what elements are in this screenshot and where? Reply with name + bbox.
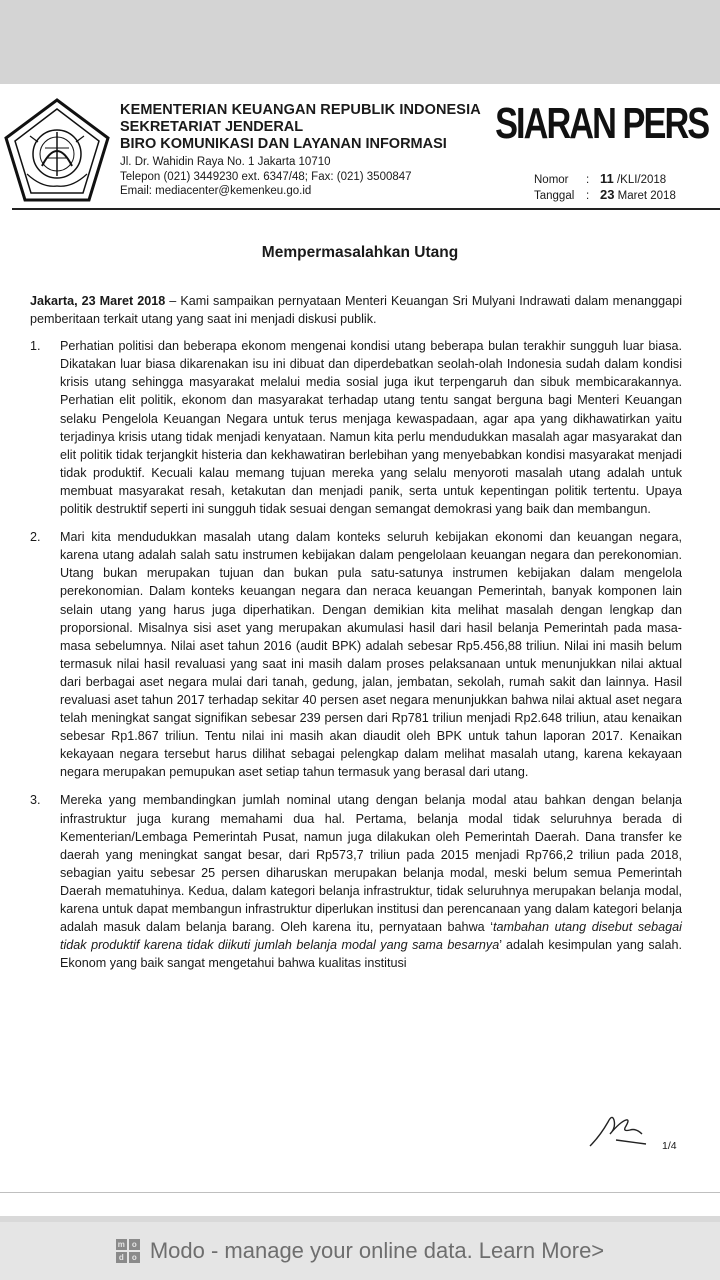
list-item: [30, 791, 682, 972]
logo-letter: m: [117, 1240, 125, 1249]
item-text-after: ’ adalah kesimpulan yang salah. Ekonom yang baik sangat mengetahui bahwa kualitas institusi: [60, 938, 682, 971]
tanggal-colon: :: [586, 189, 590, 202]
signature-icon: [586, 1110, 652, 1150]
logo-letter: o: [129, 1252, 140, 1263]
item-text: Perhatian politisi dan beberapa ekonom mengenai kondisi utang beberapa bulan terakhir sungguh luar biasa. Dikatakan luar biasa dikarenakan isu ini dibuat dan diperdebatkan seolah-olah Indonesia sudah dalam kondisi krisis utang sehingga masyarakat melalui media sosial juga ikut terpengaruh dan sibuk membicarakannya. Perhatian elit politik, ekonom dan masyarakat terhadap utang tentu sangat berguna bagi Menteri Keuangan selaku Pengelola Keuangan Negara untuk terus menjaga kewaspadaan, agar apa yang dikhawatirkan yaitu terjadinya krisis utang tidak menjadi kenyataan. Namun kita perlu mendudukkan masalah agar masyarakat dan elit politik tidak terjangkit histeria dan kekhawatiran berlebihan yang menyebabkan kondisi masyarakat menjadi tidak produktif. Kecuali kalau memang tujuan mereka yang selalu menyoroti masalah utang adalah untuk membuat masyarakat resah, ketakutan dan menjadi panik, serta untuk kepentingan politik tertentu. Upaya politik destruktif seperti ini sungguh tidak sesuai dengan semangat demokrasi yang baik dan membangun.: [60, 339, 682, 517]
nomor-handwritten: 11: [600, 171, 614, 186]
tanggal-row: [534, 188, 676, 204]
item-number: 1.: [30, 339, 41, 354]
header-divider: [12, 208, 720, 210]
email-address: Email: mediacenter@kemenkeu.go.id: [120, 185, 312, 197]
ministry-emblem-icon: [2, 96, 112, 208]
tanggal-handwritten: 23: [600, 186, 615, 202]
address-block: [120, 155, 520, 199]
tanggal-suffix: Maret 2018: [617, 189, 676, 202]
letterhead: [120, 102, 520, 199]
item-text-quote: tambahan utang disebut sebagai tidak produktif karena tidak diikuti jumlah belanja modal yang sama besarnya: [60, 920, 682, 953]
item-text-before: Mereka yang membandingkan jumlah nominal utang dengan belanja modal atau bahkan dengan belanja infrastruktur juga kurang memahami dua hal. Pertama, belanja modal tidak seluruhnya berada di Kementerian/Lembaga Pemerintah Pusat, namun juga dilakukan oleh Pemerintah Daerah. Dana transfer ke daerah yang meningkat sangat besar, dari Rp573,7 triliun pada 2015 menjadi Rp766,2 triliun pada 2018, sebagian yaitu sebesar 25 persen diharuskan merupakan belanja modal, meski belum semua Pemerintah Daerah mematuhinya. Kedua, dalam kategori belanja infrastruktur, tidak seluruhnya merupakan belanja modal, karena untuk dapat membangun infrastruktur diperlukan institusi dan perencanaan yang dalam kategori belanja adalah masuk dalam belanja barang. Oleh karena itu, pernyataan bahwa ‘: [60, 793, 682, 935]
document-meta: [534, 172, 676, 203]
list-item: [30, 528, 682, 781]
ad-banner[interactable]: [0, 1222, 720, 1280]
ad-link-text[interactable]: Modo - manage your online data. Learn More>: [149, 1238, 605, 1263]
intro-paragraph: [30, 292, 682, 328]
item-number: 2.: [30, 530, 41, 545]
modo-logo-icon: [116, 1239, 140, 1263]
item-text: [60, 791, 682, 972]
document-body: [30, 292, 682, 982]
document-type-heading: SIARAN PERS: [494, 99, 708, 148]
nomor-suffix: /KLI/2018: [616, 174, 667, 186]
bureau-name: BIRO KOMUNIKASI DAN LAYANAN INFORMASI: [120, 136, 447, 152]
ministry-name: KEMENTERIAN KEUANGAN REPUBLIK INDONESIA: [120, 102, 481, 118]
footer-line: [0, 1192, 720, 1193]
street-address: Jl. Dr. Wahidin Raya No. 1 Jakarta 10710: [120, 156, 331, 168]
document-page: [0, 84, 720, 1216]
top-margin: [0, 0, 720, 84]
dateline: Jakarta, 23 Maret 2018: [30, 294, 166, 308]
phone-fax: Telepon (021) 3449230 ext. 6347/48; Fax: (021) 3500847: [120, 170, 412, 183]
item-number: 3.: [30, 793, 41, 808]
secretariat-name: SEKRETARIAT JENDERAL: [120, 119, 304, 135]
nomor-row: [534, 172, 676, 188]
logo-letter: o: [129, 1239, 140, 1250]
intro-text: – Kami sampaikan pernyataan Menteri Keuangan Sri Mulyani Indrawati dalam menanggapi pemberitaan terkait utang yang saat ini menjadi diskusi publik.: [30, 294, 682, 327]
tanggal-label: Tanggal: [534, 189, 575, 202]
nomor-colon: :: [586, 174, 590, 186]
logo-letter: d: [116, 1252, 127, 1263]
nomor-label: Nomor: [534, 174, 569, 186]
page-number: 1/4: [662, 1140, 677, 1152]
document-title: Mempermasalahkan Utang: [261, 244, 459, 261]
item-text: Mari kita mendudukkan masalah utang dalam konteks seluruh kebijakan ekonomi dan keuangan negara, karena utang adalah salah satu instrumen kebijakan dalam pengelolaan keuangan negara dan perekonomian. Utang bukan merupakan tujuan dan bukan pula satu-satunya instrumen kebijakan dalam mengelola perekonomian. Dalam konteks keuangan negara dan neraca keuangan Pemerintah, banyak komponen lain selain utang yang harus juga diperhatikan. Dengan demikian kita melihat masalah dengan lengkap dan proporsional. Misalnya sisi aset yang merupakan akumulasi hasil dari hasil belanja Pemerintah pada masa-masa sebelumnya. Nilai aset tahun 2016 (audit BPK) adalah sebesar Rp5.456,88 triliun. Nilai ini masih belum termasuk nilai hasil revaluasi yang saat ini masih dalam proses pelaksanaan untuk menunjukkan nilai aktual dari berbagai aset negara mulai dari tanah, gedung, jalan, jembatan, sekolah, rumah sakit dan lainnya. Hasil revaluasi aset tahun 2017 terhadap sekitar 40 persen aset negara menunjukkan bahwa nilai aktual aset negara telah meningkat sangat signifikan sebesar 239 persen dari Rp781 triliun menjadi Rp2.648 triliun, atau kenaikan sebesar Rp1.867 triliun. Tentu nilai ini masih akan diaudit oleh BPK untuk tahun laporan 2017. Kenaikan kekayaan negara tersebut harus dilihat sebagai pelengkap dalam melihat masalah utang, karena kekayaan negara merupakan pemupukan aset setiap tahun termasuk yang berasal dari utang.: [60, 530, 682, 780]
list-item: [30, 337, 682, 518]
